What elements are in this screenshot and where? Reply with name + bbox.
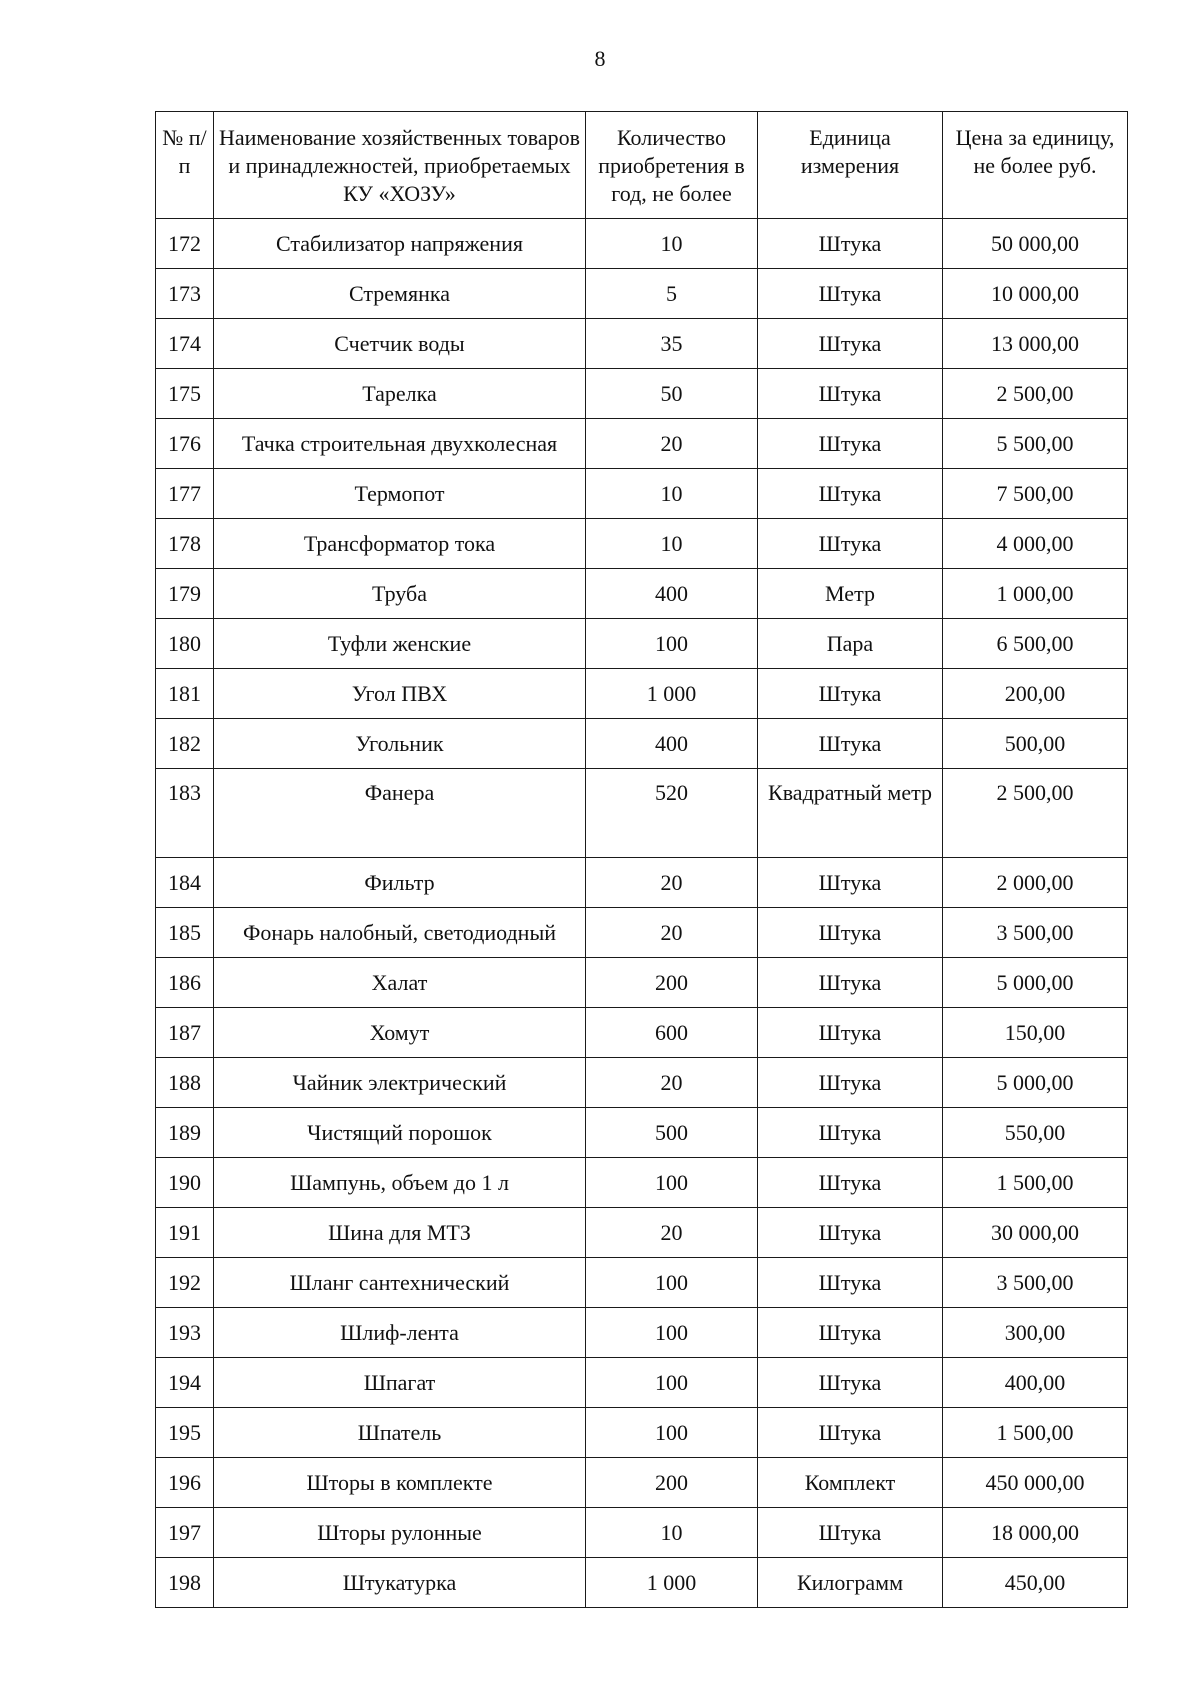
cell-quantity: 100 bbox=[586, 1408, 758, 1458]
cell-unit: Штука bbox=[758, 319, 943, 369]
cell-price: 450 000,00 bbox=[943, 1458, 1128, 1508]
cell-price: 1 000,00 bbox=[943, 569, 1128, 619]
cell-number: 193 bbox=[156, 1308, 214, 1358]
cell-price: 2 500,00 bbox=[943, 369, 1128, 419]
cell-number: 197 bbox=[156, 1508, 214, 1558]
cell-quantity: 1 000 bbox=[586, 1558, 758, 1608]
table-row bbox=[156, 858, 1128, 908]
cell-name: Трансформатор тока bbox=[214, 519, 586, 569]
table-row bbox=[156, 519, 1128, 569]
cell-price: 200,00 bbox=[943, 669, 1128, 719]
cell-quantity: 10 bbox=[586, 469, 758, 519]
cell-name: Шпагат bbox=[214, 1358, 586, 1408]
cell-number: 172 bbox=[156, 219, 214, 269]
cell-unit: Пара bbox=[758, 619, 943, 669]
cell-quantity: 20 bbox=[586, 908, 758, 958]
cell-quantity: 20 bbox=[586, 1058, 758, 1108]
cell-price: 3 500,00 bbox=[943, 908, 1128, 958]
cell-quantity: 5 bbox=[586, 269, 758, 319]
cell-number: 178 bbox=[156, 519, 214, 569]
table-body bbox=[156, 219, 1128, 1608]
cell-number: 188 bbox=[156, 1058, 214, 1108]
cell-name: Хомут bbox=[214, 1008, 586, 1058]
cell-unit: Штука bbox=[758, 219, 943, 269]
cell-name: Туфли женские bbox=[214, 619, 586, 669]
table-row bbox=[156, 1558, 1128, 1608]
cell-quantity: 200 bbox=[586, 958, 758, 1008]
cell-name: Стабилизатор напряжения bbox=[214, 219, 586, 269]
cell-quantity: 100 bbox=[586, 1158, 758, 1208]
cell-quantity: 35 bbox=[586, 319, 758, 369]
cell-price: 3 500,00 bbox=[943, 1258, 1128, 1308]
table-row bbox=[156, 1508, 1128, 1558]
cell-number: 176 bbox=[156, 419, 214, 469]
cell-name: Штукатурка bbox=[214, 1558, 586, 1608]
table-row bbox=[156, 1058, 1128, 1108]
cell-unit: Штука bbox=[758, 958, 943, 1008]
cell-unit: Штука bbox=[758, 1258, 943, 1308]
cell-price: 7 500,00 bbox=[943, 469, 1128, 519]
cell-name: Счетчик воды bbox=[214, 319, 586, 369]
cell-price: 50 000,00 bbox=[943, 219, 1128, 269]
cell-unit: Штука bbox=[758, 1358, 943, 1408]
cell-unit: Штука bbox=[758, 419, 943, 469]
cell-unit: Штука bbox=[758, 1308, 943, 1358]
cell-number: 189 bbox=[156, 1108, 214, 1158]
cell-price: 150,00 bbox=[943, 1008, 1128, 1058]
cell-quantity: 200 bbox=[586, 1458, 758, 1508]
cell-name: Угол ПВХ bbox=[214, 669, 586, 719]
cell-number: 185 bbox=[156, 908, 214, 958]
table-row bbox=[156, 1108, 1128, 1158]
table-row bbox=[156, 219, 1128, 269]
header-name: Наименование хозяйственных товаров и принадлежностей, приобретаемых КУ «ХОЗУ» bbox=[214, 112, 586, 219]
table-row bbox=[156, 1258, 1128, 1308]
cell-quantity: 10 bbox=[586, 219, 758, 269]
cell-price: 450,00 bbox=[943, 1558, 1128, 1608]
cell-number: 186 bbox=[156, 958, 214, 1008]
table-row bbox=[156, 1408, 1128, 1458]
cell-quantity: 400 bbox=[586, 719, 758, 769]
cell-unit: Метр bbox=[758, 569, 943, 619]
cell-number: 182 bbox=[156, 719, 214, 769]
goods-table bbox=[155, 111, 1128, 1608]
cell-quantity: 100 bbox=[586, 1258, 758, 1308]
cell-price: 5 000,00 bbox=[943, 958, 1128, 1008]
cell-price: 400,00 bbox=[943, 1358, 1128, 1408]
cell-price: 550,00 bbox=[943, 1108, 1128, 1158]
cell-price: 30 000,00 bbox=[943, 1208, 1128, 1258]
header-unit: Единица измерения bbox=[758, 112, 943, 219]
cell-name: Тачка строительная двухколесная bbox=[214, 419, 586, 469]
cell-name: Термопот bbox=[214, 469, 586, 519]
cell-number: 194 bbox=[156, 1358, 214, 1408]
cell-number: 187 bbox=[156, 1008, 214, 1058]
cell-price: 6 500,00 bbox=[943, 619, 1128, 669]
cell-price: 10 000,00 bbox=[943, 269, 1128, 319]
cell-number: 184 bbox=[156, 858, 214, 908]
cell-name: Чайник электрический bbox=[214, 1058, 586, 1108]
cell-price: 1 500,00 bbox=[943, 1408, 1128, 1458]
cell-unit: Штука bbox=[758, 519, 943, 569]
cell-unit: Штука bbox=[758, 1508, 943, 1558]
table-row bbox=[156, 369, 1128, 419]
cell-number: 192 bbox=[156, 1258, 214, 1308]
header-number: № п/п bbox=[156, 112, 214, 219]
table-row bbox=[156, 569, 1128, 619]
cell-price: 5 000,00 bbox=[943, 1058, 1128, 1108]
cell-price: 500,00 bbox=[943, 719, 1128, 769]
cell-name: Стремянка bbox=[214, 269, 586, 319]
cell-name: Фильтр bbox=[214, 858, 586, 908]
cell-quantity: 520 bbox=[586, 769, 758, 858]
cell-unit: Штука bbox=[758, 469, 943, 519]
cell-number: 174 bbox=[156, 319, 214, 369]
table-row bbox=[156, 419, 1128, 469]
cell-name: Шпатель bbox=[214, 1408, 586, 1458]
cell-unit: Штука bbox=[758, 1158, 943, 1208]
table-header-row bbox=[156, 112, 1128, 219]
table-row bbox=[156, 958, 1128, 1008]
cell-number: 177 bbox=[156, 469, 214, 519]
cell-name: Фонарь налобный, светодиодный bbox=[214, 908, 586, 958]
table-row bbox=[156, 1008, 1128, 1058]
cell-number: 173 bbox=[156, 269, 214, 319]
cell-price: 2 000,00 bbox=[943, 858, 1128, 908]
cell-number: 180 bbox=[156, 619, 214, 669]
cell-number: 198 bbox=[156, 1558, 214, 1608]
cell-unit: Штука bbox=[758, 669, 943, 719]
cell-number: 196 bbox=[156, 1458, 214, 1508]
table-row bbox=[156, 1208, 1128, 1258]
cell-number: 190 bbox=[156, 1158, 214, 1208]
cell-unit: Штука bbox=[758, 269, 943, 319]
table-row bbox=[156, 269, 1128, 319]
cell-name: Чистящий порошок bbox=[214, 1108, 586, 1158]
table-row bbox=[156, 619, 1128, 669]
cell-name: Шторы в комплекте bbox=[214, 1458, 586, 1508]
cell-price: 2 500,00 bbox=[943, 769, 1128, 858]
cell-unit: Штука bbox=[758, 1108, 943, 1158]
cell-quantity: 1 000 bbox=[586, 669, 758, 719]
cell-unit: Штука bbox=[758, 908, 943, 958]
cell-name: Тарелка bbox=[214, 369, 586, 419]
cell-quantity: 20 bbox=[586, 419, 758, 469]
cell-name: Шина для МТЗ bbox=[214, 1208, 586, 1258]
cell-name: Шлиф-лента bbox=[214, 1308, 586, 1358]
cell-number: 195 bbox=[156, 1408, 214, 1458]
cell-number: 183 bbox=[156, 769, 214, 858]
cell-quantity: 500 bbox=[586, 1108, 758, 1158]
cell-quantity: 10 bbox=[586, 1508, 758, 1558]
cell-quantity: 10 bbox=[586, 519, 758, 569]
cell-quantity: 20 bbox=[586, 858, 758, 908]
table-row bbox=[156, 719, 1128, 769]
cell-unit: Штука bbox=[758, 1058, 943, 1108]
cell-quantity: 20 bbox=[586, 1208, 758, 1258]
cell-quantity: 100 bbox=[586, 619, 758, 669]
header-price: Цена за единицу, не более руб. bbox=[943, 112, 1128, 219]
table-row bbox=[156, 1308, 1128, 1358]
table-row bbox=[156, 319, 1128, 369]
cell-number: 175 bbox=[156, 369, 214, 419]
cell-number: 179 bbox=[156, 569, 214, 619]
cell-quantity: 400 bbox=[586, 569, 758, 619]
cell-price: 5 500,00 bbox=[943, 419, 1128, 469]
cell-quantity: 50 bbox=[586, 369, 758, 419]
table-row bbox=[156, 908, 1128, 958]
cell-unit: Килограмм bbox=[758, 1558, 943, 1608]
table-row bbox=[156, 1458, 1128, 1508]
cell-name: Труба bbox=[214, 569, 586, 619]
cell-price: 18 000,00 bbox=[943, 1508, 1128, 1558]
table-row bbox=[156, 669, 1128, 719]
cell-name: Халат bbox=[214, 958, 586, 1008]
cell-name: Шторы рулонные bbox=[214, 1508, 586, 1558]
cell-unit: Штука bbox=[758, 1408, 943, 1458]
cell-unit: Штука bbox=[758, 858, 943, 908]
table-row bbox=[156, 469, 1128, 519]
cell-price: 4 000,00 bbox=[943, 519, 1128, 569]
cell-price: 1 500,00 bbox=[943, 1158, 1128, 1208]
cell-unit: Штука bbox=[758, 719, 943, 769]
cell-name: Фанера bbox=[214, 769, 586, 858]
cell-quantity: 100 bbox=[586, 1308, 758, 1358]
cell-unit: Квадратный метр bbox=[758, 769, 943, 858]
cell-unit: Штука bbox=[758, 1208, 943, 1258]
page-number: 8 bbox=[594, 46, 606, 71]
header-quantity: Количество приобретения в год, не более bbox=[586, 112, 758, 219]
cell-price: 300,00 bbox=[943, 1308, 1128, 1358]
table-row bbox=[156, 1358, 1128, 1408]
cell-unit: Штука bbox=[758, 1008, 943, 1058]
cell-price: 13 000,00 bbox=[943, 319, 1128, 369]
cell-name: Шампунь, объем до 1 л bbox=[214, 1158, 586, 1208]
cell-name: Угольник bbox=[214, 719, 586, 769]
table-row bbox=[156, 1158, 1128, 1208]
cell-number: 191 bbox=[156, 1208, 214, 1258]
cell-unit: Штука bbox=[758, 369, 943, 419]
cell-quantity: 600 bbox=[586, 1008, 758, 1058]
cell-quantity: 100 bbox=[586, 1358, 758, 1408]
table-row bbox=[156, 769, 1128, 858]
cell-unit: Комплект bbox=[758, 1458, 943, 1508]
cell-name: Шланг сантехнический bbox=[214, 1258, 586, 1308]
cell-number: 181 bbox=[156, 669, 214, 719]
